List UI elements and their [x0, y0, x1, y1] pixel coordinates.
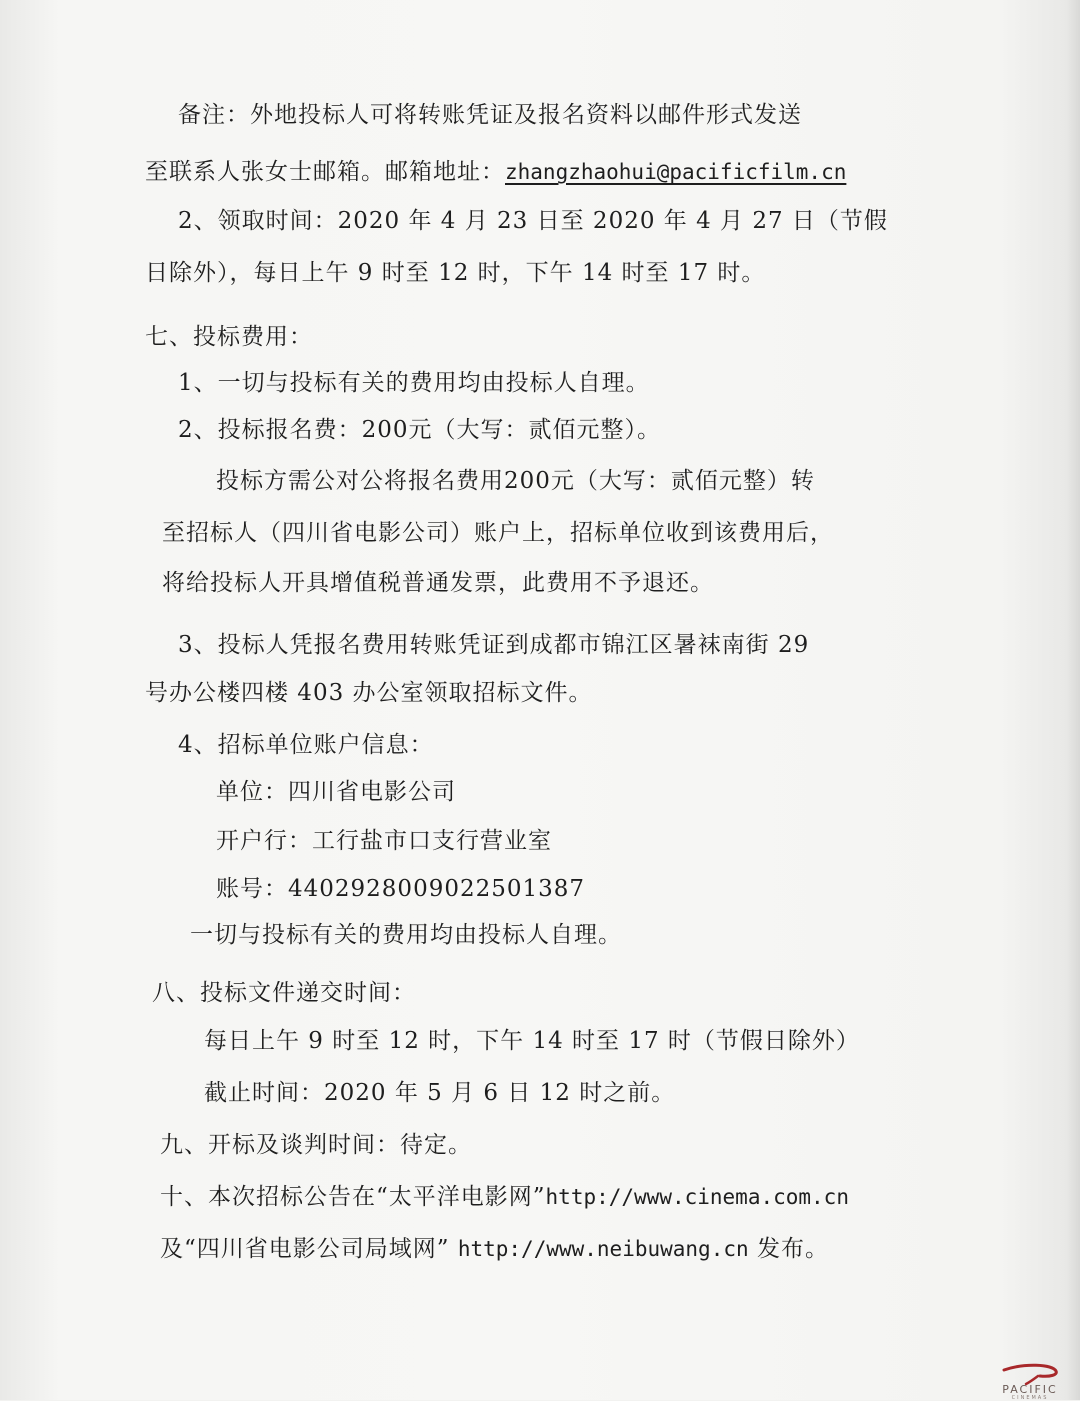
fee-self-bear-note: 一切与投标有关的费用均由投标人自理。: [190, 922, 622, 948]
neibuwang-site-link[interactable]: http://www.neibuwang.cn: [457, 1237, 749, 1261]
contact-email-link[interactable]: zhangzhaohui@pacificfilm.cn: [505, 160, 847, 184]
fee-item-1: 1、一切与投标有关的费用均由投标人自理。: [178, 370, 650, 396]
fee-para-line-1: 投标方需公对公将报名费用200元（大写：贰佰元整）转: [216, 468, 815, 494]
fee-item-2: 2、投标报名费：200元（大写：贰佰元整）。: [178, 417, 662, 443]
fee-para-line-3: 将给投标人开具增值税普通发票，此费用不予退还。: [162, 570, 714, 596]
section-10-text-2: 及“四川省电影公司局域网”: [160, 1236, 450, 1262]
fee-item-3-line-1: 3、投标人凭报名费用转账凭证到成都市锦江区暑袜南街 29: [178, 632, 810, 658]
pacific-logo-subtitle: CINEMAS: [1011, 1395, 1049, 1401]
account-unit: 单位：四川省电影公司: [216, 779, 456, 805]
section-8-heading: 八、投标文件递交时间：: [152, 980, 416, 1006]
cinema-site-link[interactable]: http://www.cinema.com.cn: [545, 1185, 849, 1209]
section-9-heading: 九、开标及谈判时间：待定。: [160, 1132, 472, 1158]
note-line-1: 备注：外地投标人可将转账凭证及报名资料以邮件形式发送: [178, 102, 802, 128]
account-bank: 开户行：工行盐市口支行营业室: [216, 828, 552, 854]
collect-time-line-1: 2、领取时间：2020 年 4 月 23 日至 2020 年 4 月 27 日（节假: [178, 208, 888, 234]
collect-time-line-2: 日除外），每日上午 9 时至 12 时，下午 14 时至 17 时。: [145, 260, 766, 286]
account-number: 账号：4402928009022501387: [216, 876, 586, 902]
section-10-line-2: [160, 1234, 829, 1264]
page-edge-shadow: [1066, 0, 1080, 1400]
submit-deadline: 截止时间：2020 年 5 月 6 日 12 时之前。: [204, 1080, 676, 1106]
section-10-text-1: 十、本次招标公告在“太平洋电影网”: [160, 1184, 546, 1210]
fee-item-4: 4、招标单位账户信息：: [178, 732, 434, 758]
section-10-line-1: [160, 1182, 849, 1212]
pacific-logo-wordmark: PACIFIC: [1002, 1383, 1058, 1396]
fee-para-line-2: 至招标人（四川省电影公司）账户上，招标单位收到该费用后，: [162, 520, 834, 546]
fee-item-3-line-2: 号办公楼四楼 403 办公室领取招标文件。: [145, 680, 593, 706]
submit-hours: 每日上午 9 时至 12 时，下午 14 时至 17 时（节假日除外）: [204, 1028, 860, 1054]
section-10-text-3: 发布。: [756, 1236, 829, 1262]
note-line-2: [145, 157, 846, 187]
section-7-heading: 七、投标费用：: [145, 324, 313, 350]
note-line-2-text: 至联系人张女士邮箱。邮箱地址：: [145, 159, 505, 185]
